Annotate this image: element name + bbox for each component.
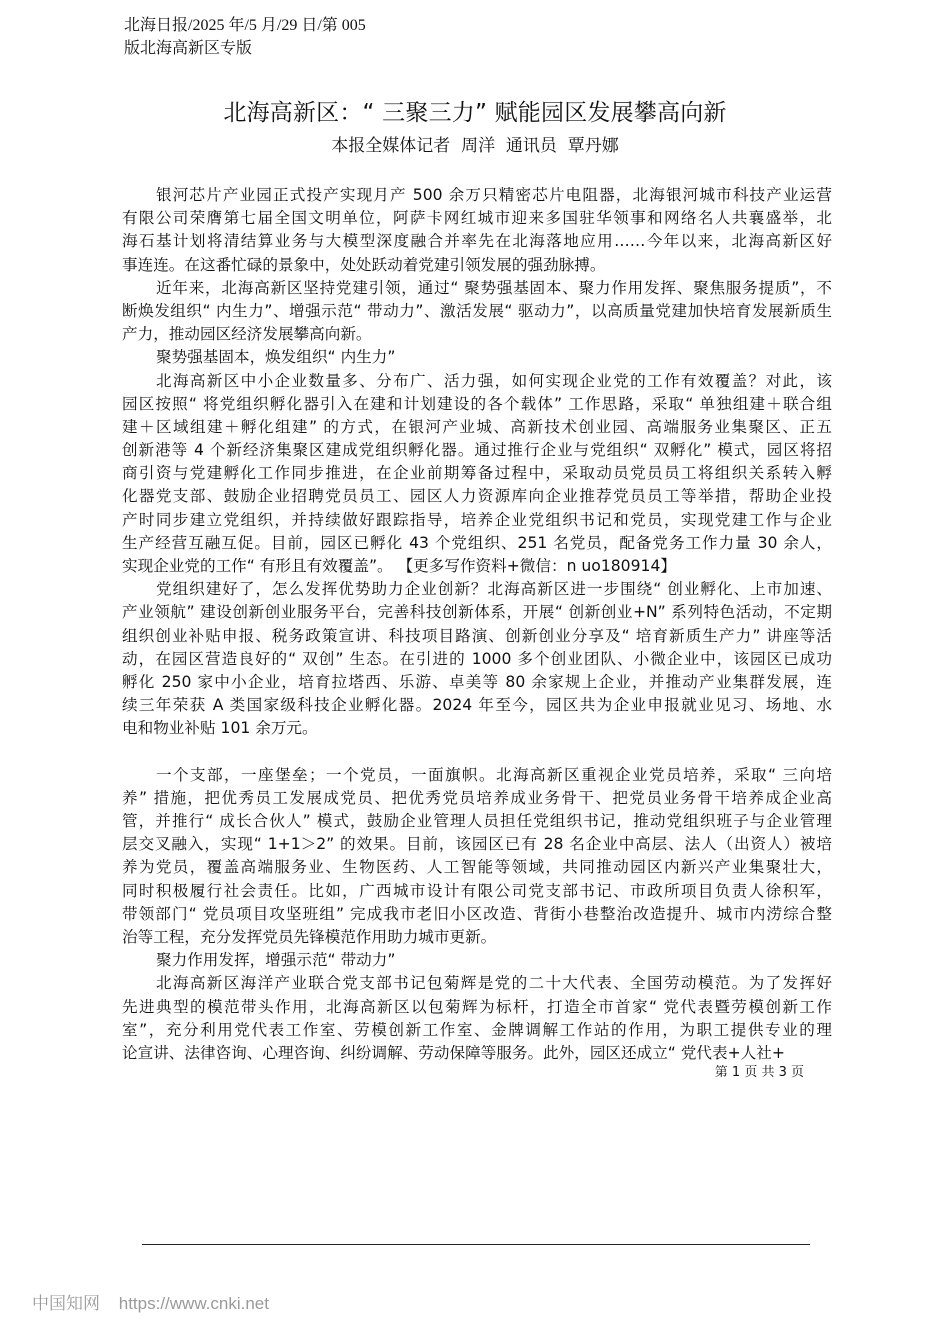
article-text-line: 有限公司荣膺第七届全国文明单位，阿萨卡网红城市迎来多国驻华领事和网络名人共襄盛举，北 — [122, 209, 832, 228]
article-text-line: 带领部门“ 党员项目攻坚班组” 完成我市老旧小区改造、背街小巷整治改造提升、城市内涝综合整 — [122, 904, 832, 923]
page-number: 第 1 页 共 3 页 — [714, 1065, 804, 1080]
article-text-line: 北海高新区海洋产业联合党支部书记包菊辉是党的二十大代表、全国劳动模范。为了发挥好 — [156, 974, 832, 993]
article-text-line: 近年来，北海高新区坚持党建引领，通过“ 聚势强基固本、聚力作用发挥、聚焦服务提质”，不 — [156, 278, 832, 297]
article-text-line: 论宣讲、法律咨询、心理咨询、纠纷调解、劳动保障等服务。此外，园区还成立“ 党代表+人社+ — [122, 1043, 785, 1062]
article-text-line: 养为党员，覆盖高端服务业、生物医药、人工智能等领域，共同推动园区内新兴产业集聚壮大， — [122, 858, 832, 877]
article-text-line: 层交叉融入，实现“ 1+1＞2” 的效果。目前，该园区已有 28 名企业中高层、法人（出资人）被培 — [122, 835, 832, 854]
article-text-line: 实现企业党的工作“ 有形且有效覆盖”。 【更多写作资料+微信：n uo180914】 — [122, 557, 676, 575]
article-text-line: 海石基计划将清结算业务与大模型深度融合并率先在北海落地应用……今年以来，北海高新区好 — [122, 232, 832, 251]
article-text-line: 先进典型的模范带头作用，北海高新区以包菊辉为标杆，打造全市首家“ 党代表暨劳模创新工作 — [122, 997, 832, 1016]
article-text-line: 聚力作用发挥，增强示范“ 带动力” — [156, 951, 396, 970]
article-text-line: 室”，充分利用党代表工作室、劳模创新工作室、金牌调解工作站的作用，为职工提供专业的理 — [122, 1020, 832, 1039]
article-text-line: 一个支部，一座堡垒；一个党员，一面旗帜。北海高新区重视企业党员培养，采取“ 三向培 — [156, 765, 832, 784]
source-line-1: 北海日报/2025 年/5 月/29 日/第 005 — [124, 17, 366, 34]
article-text-line: 创新港等 4 个新经济集聚区建成党组织孵化器。通过推行企业与党组织“ 双孵化” 模式，园区将招 — [122, 441, 832, 460]
article-text-line: 产时同步建立党组织，并持续做好跟踪指导，培养企业党组织书记和党员，实现党建工作与企业 — [122, 510, 832, 529]
source-line-2: 版北海高新区专版 — [124, 40, 253, 57]
article-text-line: 组织创业补贴申报、税务政策宣讲、科技项目路演、创新创业分享及“ 培育新质生产力” 讲座等活 — [122, 626, 832, 645]
article-text-line: 化器党支部、鼓励企业招聘党员员工、园区人力资源库向企业推荐党员员工等举措，帮助企业投 — [122, 487, 832, 506]
article-text-line: 商引资与党建孵化工作同步推进，在企业前期筹备过程中，采取动员党员员工将组织关系转入孵 — [122, 464, 832, 483]
article-text-line: 党组织建好了，怎么发挥优势助力企业创新？北海高新区进一步围绕“ 创业孵化、上市加速、 — [156, 580, 832, 599]
footer-divider — [142, 1244, 810, 1245]
article-text-line: 聚势强基固本，焕发组织“ 内生力” — [156, 348, 396, 367]
article-title: 北海高新区：“ 三聚三力” 赋能园区发展攀高向新 — [223, 100, 727, 127]
footer-url[interactable]: https://www.cnki.net — [118, 1294, 269, 1313]
article-text-line: 园区按照“ 将党组织孵化器引入在建和计划建设的各个载体” 工作思路，采取“ 单独组建＋联合组 — [122, 394, 832, 413]
article-text-line: 北海高新区中小企业数量多、分布广、活力强，如何实现企业党的工作有效覆盖？对此，该 — [156, 371, 832, 390]
footer-watermark — [32, 1293, 269, 1315]
publication-source — [124, 14, 444, 60]
article-text-line: 产业领航” 建设创新创业服务平台，完善科技创新体系，开展“ 创新创业+N” 系列特色活动，不定期 — [122, 603, 832, 622]
article-text-line: 断焕发组织“ 内生力”、增强示范“ 带动力”、激活发展“ 驱动力”，以高质量党建加快培育发展新质生 — [122, 301, 832, 320]
article-text-line: 产力，推动园区经济发展攀高向新。 — [122, 325, 372, 344]
article-text-line: 孵化 250 家中小企业，培育拉塔西、乐游、卓美等 80 余家规上企业，并推动产业集群发展，连 — [122, 672, 832, 691]
article-text-line: 事连连。在这番忙碌的景象中，处处跃动着党建引领发展的强劲脉搏。 — [122, 255, 606, 274]
article-body — [122, 184, 832, 1065]
article-byline: 本报全媒体记者 周洋 通讯员 覃丹娜 — [331, 136, 619, 156]
article-text-line: 管，并推行“ 成长合伙人” 模式，鼓励企业管理人员担任党组织书记，推动党组织班子与企业管理 — [122, 812, 832, 831]
article-text-line: 养” 措施，把优秀员工发展成党员、把优秀党员培养成业务骨干、把党员业务骨干培养成企业高 — [122, 788, 832, 807]
article-text-line: 同时积极履行社会责任。比如，广西城市设计有限公司党支部书记、市政所项目负责人徐积军， — [122, 881, 832, 900]
article-text-line: 动，在园区营造良好的“ 双创” 生态。在引进的 1000 多个创业团队、小微企业中，该园区已成功 — [122, 649, 832, 668]
paragraph-gap — [122, 741, 832, 764]
article-text-line: 银河芯片产业园正式投产实现月产 500 余万只精密芯片电阻器，北海银河城市科技产业运营 — [156, 186, 832, 204]
article-text-line: 治等工程，充分发挥党员先锋模范作用助力城市更新。 — [122, 928, 497, 946]
article-text-line: 建＋区域组建＋孵化组建” 的方式，在银河产业城、高新技术创业园、高端服务业集聚区、正五 — [122, 417, 832, 436]
article-text-line: 电和物业补贴 101 余万元。 — [122, 719, 318, 738]
footer-brand: 中国知网 — [32, 1294, 100, 1313]
article-text-line: 续三年荣获 A 类国家级科技企业孵化器。2024 年至今，园区共为企业申报就业见习、场地、水 — [122, 696, 832, 715]
article-text-line: 生产经营互融互促。目前，园区已孵化 43 个党组织、251 名党员，配备党务工作力量 30 余人， — [122, 533, 832, 552]
